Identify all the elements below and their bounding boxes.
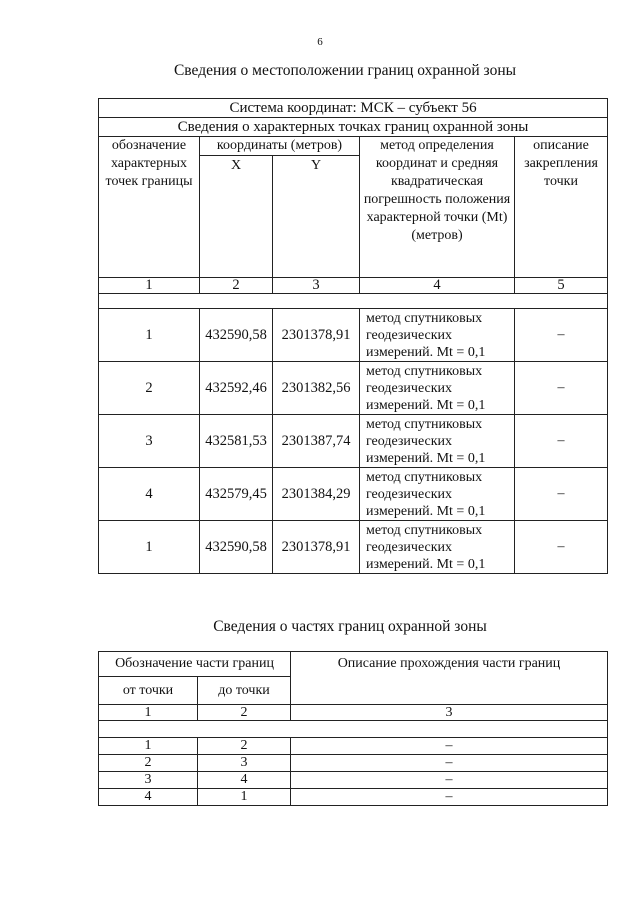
column-number: 3 [291,705,608,721]
blank-row [99,294,608,309]
part-description: – [291,738,608,755]
method-cell: метод спутниковых геодезических измерений. Mt = 0,1 [360,309,515,362]
page-number: 6 [317,36,323,48]
to-point: 4 [198,772,291,789]
y-value: 2301382,56 [273,362,360,415]
table-row [99,772,608,789]
header-coordinates: координаты (метров) [200,137,360,156]
header-to-point: до точки [198,677,291,705]
table-row [99,755,608,772]
from-point: 3 [99,772,198,789]
method-cell: метод спутниковых геодезических измерений. Mt = 0,1 [360,521,515,574]
from-point: 2 [99,755,198,772]
to-point: 2 [198,738,291,755]
x-value: 432579,45 [200,468,273,521]
x-value: 432581,53 [200,415,273,468]
coord-system-cell: Система координат: МСК – субъект 56 [99,99,608,118]
section-title-boundaries: Сведения о местоположении границ охранной зоны [173,62,517,79]
part-description: – [291,772,608,789]
header-from-point: от точки [99,677,198,705]
header-x: X [200,156,273,278]
part-description: – [291,755,608,772]
point-number: 1 [99,521,200,574]
point-number: 3 [99,415,200,468]
part-description: – [291,789,608,806]
column-number: 5 [515,278,608,294]
table-row [99,738,608,755]
column-number: 1 [99,278,200,294]
column-number: 2 [200,278,273,294]
to-point: 1 [198,789,291,806]
table-row [99,521,608,574]
point-number: 4 [99,468,200,521]
column-number: 4 [360,278,515,294]
header-part-designation: Обозначение части границ [99,652,291,677]
characteristic-points-table [98,98,608,574]
method-cell: метод спутниковых геодезических измерений. Mt = 0,1 [360,362,515,415]
description-cell: – [515,362,608,415]
to-point: 3 [198,755,291,772]
y-value: 2301384,29 [273,468,360,521]
y-value: 2301378,91 [273,309,360,362]
header-description: описание закрепления точки [515,137,608,278]
point-number: 1 [99,309,200,362]
method-cell: метод спутниковых геодезических измерений. Mt = 0,1 [360,415,515,468]
table-row [99,468,608,521]
header-y: Y [273,156,360,278]
x-value: 432592,46 [200,362,273,415]
x-value: 432590,58 [200,309,273,362]
table-row [99,789,608,806]
table-row [99,309,608,362]
header-part-description: Описание прохождения части границ [291,652,608,705]
x-value: 432590,58 [200,521,273,574]
description-cell: – [515,309,608,362]
description-cell: – [515,415,608,468]
column-number: 1 [99,705,198,721]
section-title-parts: Сведения о частях границ охранной зоны [213,618,487,635]
header-method: метод определения координат и средняя квадратическая погрешность положения характерной точки (Mt) (метров) [360,137,515,278]
boundary-parts-table [98,651,608,806]
method-cell: метод спутниковых геодезических измерений. Mt = 0,1 [360,468,515,521]
y-value: 2301387,74 [273,415,360,468]
description-cell: – [515,521,608,574]
column-number: 2 [198,705,291,721]
y-value: 2301378,91 [273,521,360,574]
description-cell: – [515,468,608,521]
from-point: 1 [99,738,198,755]
table-row [99,415,608,468]
blank-row [99,721,608,738]
column-number: 3 [273,278,360,294]
table-row [99,362,608,415]
table-subtitle: Сведения о характерных точках границ охранной зоны [99,118,608,137]
header-point-designation: обозначение характерных точек границы [99,137,200,278]
point-number: 2 [99,362,200,415]
from-point: 4 [99,789,198,806]
